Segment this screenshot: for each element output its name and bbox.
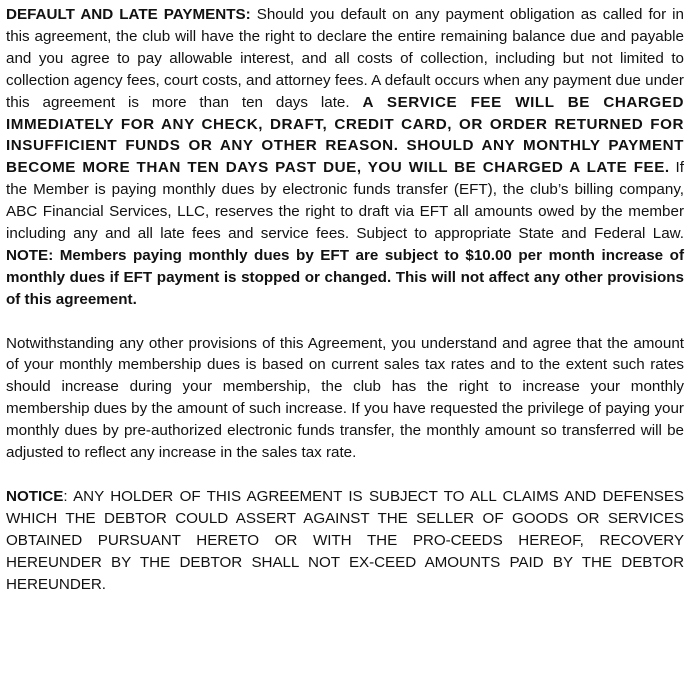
notice-label: NOTICE — [6, 487, 64, 505]
notice-text: : ANY HOLDER OF THIS AGREEMENT IS SUBJECT TO ALL CLAIMS AND DEFENSES WHICH THE DEBTOR COULD ASSERT AGAINST THE SELLER OF GOODS OR SERVICES OBTAINED PURSUANT HERETO OR WITH THE PRO-CEEDS HEREOF, RECOVERY HEREUNDER BY THE DEBTOR SHALL NOT EX-CEED AMOUNTS PAID BY THE DEBTOR HEREUNDER. — [6, 487, 684, 593]
default-terms-text: Should you default on any payment obligation as called for in this agreement, the club will have the right to declare the entire remaining balance due and payable and you agree to pay allowable interest, and all costs of collection, including but not limited to collection agency fees, court costs, and attorney fees. A default occurs when any payment due under this agreement is more than ten days late. — [6, 6, 684, 111]
contract-text — [6, 4, 684, 595]
sales-tax-paragraph: Notwithstanding any other provisions of this Agreement, you understand and agree that the amount of your monthly membership dues is based on current sales tax rates and to the extent such rates should increase during your membership, the club has the right to increase your monthly membership dues by the amount of such increase. If you have requested the privilege of paying your monthly dues by pre-authorized electronic funds transfer, the monthly amount so transferred will be adjusted to reflect any increase in the sales tax rate. — [6, 334, 684, 462]
default-late-payments-paragraph — [6, 4, 684, 311]
default-late-payments-heading: DEFAULT AND LATE PAYMENTS: — [6, 6, 251, 23]
eft-note: NOTE: Members paying monthly dues by EFT are subject to $10.00 per month increase of monthly dues if EFT payment is stopped or changed. This will not affect any other provisions of this agreement. — [6, 246, 684, 308]
service-fee-warning: A SERVICE FEE WILL BE CHARGED IMMEDIATELY FOR ANY CHECK, DRAFT, CREDIT CARD, OR ORDER RETURNED FOR INSUFFICIENT FUNDS OR ANY OTHER REASON. SHOULD ANY MONTHLY PAYMENT BECOME MORE THAN TEN DAYS PAST DUE, YOU WILL BE CHARGED A LATE FEE. — [6, 93, 684, 177]
notice-paragraph — [6, 486, 684, 596]
eft-terms-text: If the Member is paying monthly dues by electronic funds transfer (EFT), the club’s billing company, ABC Financial Services, LLC, reserves the right to draft via EFT all amounts owed by the member including any and all late fees and service fees. Subject to appropriate State and Federal Law. — [6, 159, 684, 243]
